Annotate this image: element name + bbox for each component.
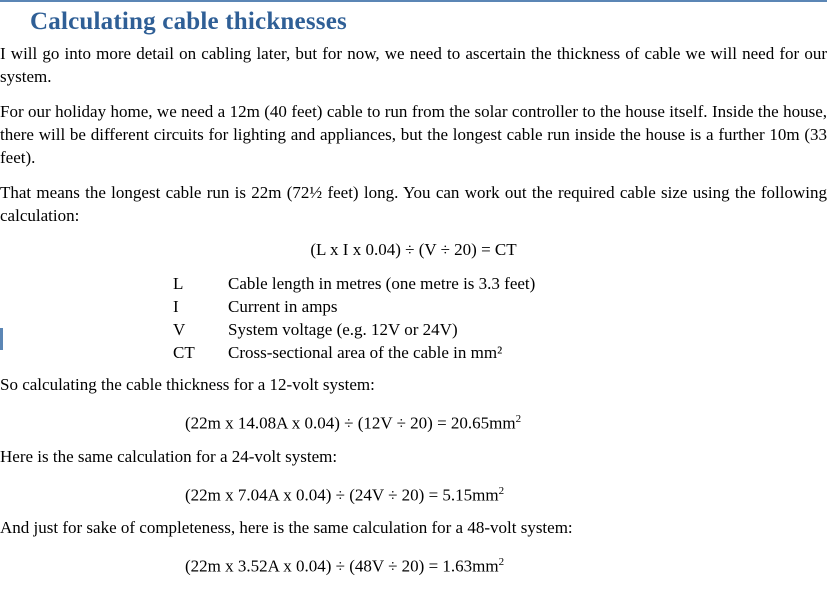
legend-description: System voltage (e.g. 12V or 24V) xyxy=(228,320,458,339)
lead-in-48-volt: And just for sake of completeness, here is the same calculation for a 48-volt system: xyxy=(0,518,573,538)
legend-description: Cable length in metres (one metre is 3.3 feet) xyxy=(228,274,536,293)
calculation-24-volt-unit: 2 xyxy=(498,484,505,497)
page-title: Calculating cable thicknesses xyxy=(30,8,347,35)
legend-row xyxy=(165,273,535,296)
legend-symbol: L xyxy=(173,274,184,293)
calculation-12-volt-text: (22m x 14.08A x 0.04) ÷ (12V ÷ 20) = 20.65mm xyxy=(185,413,516,433)
paragraph-intro: I will go into more detail on cabling later, but for now, we need to ascertain the thickness of cable we will need for our system. xyxy=(0,44,827,86)
legend-symbol: V xyxy=(173,320,186,339)
legend-row xyxy=(165,342,535,365)
calculation-12-volt xyxy=(0,408,827,435)
calculation-48-volt xyxy=(0,551,827,578)
paragraph-longest-run: That means the longest cable run is 22m (72½ feet) long. You can work out the required cable size using the following calculation: xyxy=(0,183,827,225)
calculation-48-volt-text: (22m x 3.52A x 0.04) ÷ (48V ÷ 20) = 1.63mm xyxy=(185,556,499,576)
legend-symbol: I xyxy=(173,297,179,316)
calculation-12-volt-unit: 2 xyxy=(515,413,522,425)
lead-in-24-volt: Here is the same calculation for a 24-volt system: xyxy=(0,446,338,466)
legend-description: Cross-sectional area of the cable in mm² xyxy=(228,343,503,362)
legend-description: Current in amps xyxy=(228,297,338,316)
formula-legend-table xyxy=(165,273,535,365)
legend-row xyxy=(165,296,535,319)
calculation-24-volt-text: (22m x 7.04A x 0.04) ÷ (24V ÷ 20) = 5.15mm xyxy=(185,485,499,505)
lead-in-12-volt: So calculating the cable thickness for a 12-volt system: xyxy=(0,375,375,394)
main-formula: (L x I x 0.04) ÷ (V ÷ 20) = CT xyxy=(310,240,517,259)
calculation-48-volt-unit: 2 xyxy=(498,556,505,569)
legend-row xyxy=(165,319,535,342)
paragraph-holiday-home: For our holiday home, we need a 12m (40 feet) cable to run from the solar controller to the house itself. Inside the house, there will be different circuits for lighting and appliances, but the longest cable run inside the house is a further 10m (33 feet). xyxy=(0,102,827,167)
calculation-24-volt xyxy=(0,480,827,507)
legend-symbol: CT xyxy=(173,343,195,362)
